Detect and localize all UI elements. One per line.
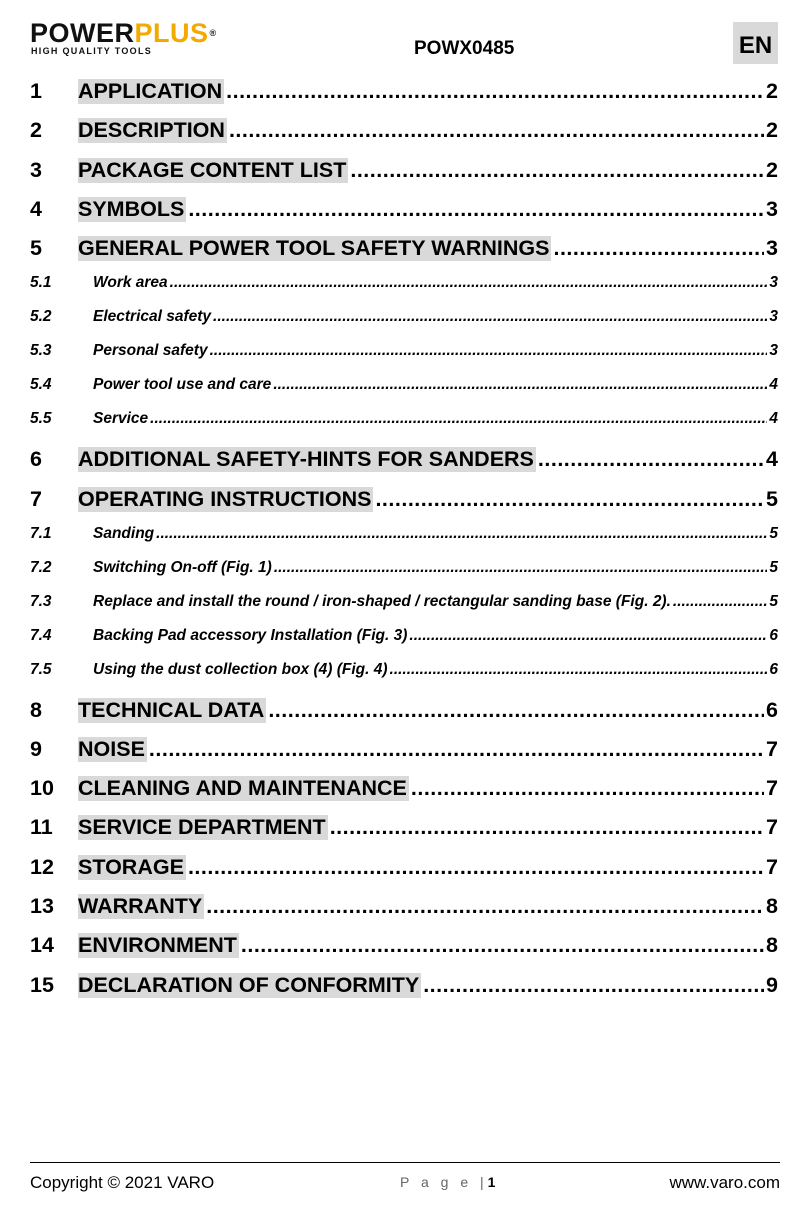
toc-entry-number: 5.2 [30,308,52,326]
toc-entry[interactable] [30,555,778,577]
toc-entry-number: 11 [30,815,53,840]
toc-entry[interactable] [30,442,778,472]
copyright-text: Copyright © 2021 VARO [30,1173,215,1192]
toc-entry-title: CLEANING AND MAINTENANCE [78,776,407,801]
toc-entry-number: 7.4 [30,626,52,644]
toc-dot-leader [350,158,764,183]
toc-entry-number: 14 [30,933,54,958]
toc-entry[interactable] [30,192,778,222]
toc-entry[interactable] [30,270,778,292]
toc-entry-number: 2 [30,118,42,143]
toc-entry-page: 3 [769,308,778,326]
language-badge: EN [733,22,778,64]
toc-dot-leader [423,973,764,998]
toc-entry-title: OPERATING INSTRUCTIONS [78,486,372,511]
toc-entry-page: 2 [766,118,778,143]
toc-entry[interactable] [30,928,778,958]
toc-dot-leader [409,627,767,645]
toc-entry[interactable] [30,231,778,261]
toc-entry-title: Electrical safety [93,308,212,326]
toc-dot-leader [411,776,764,801]
toc-entry-title: Switching On-off (Fig. 1) [93,558,272,576]
toc-entry-number: 3 [30,157,42,182]
toc-entry-page: 3 [766,196,778,221]
toc-entry-title: DECLARATION OF CONFORMITY [78,972,420,997]
toc-entry-page: 4 [769,376,778,394]
toc-entry-page: 3 [769,342,778,360]
toc-entry[interactable] [30,889,778,919]
toc-dot-leader [226,79,764,104]
toc-entry-number: 5.1 [30,274,52,292]
toc-entry[interactable] [30,771,778,801]
toc-entry-number: 9 [30,736,42,761]
toc-entry-number: 6 [30,447,42,472]
toc-entry-title: ADDITIONAL SAFETY-HINTS FOR SANDERS [78,447,534,472]
toc-entry[interactable] [30,693,778,723]
page-header [0,0,808,70]
toc-entry-title: SYMBOLS [78,196,185,221]
toc-entry-page: 4 [769,410,778,428]
toc-entry-page: 5 [769,592,778,610]
toc-entry-number: 5.5 [30,410,52,428]
toc-entry-title: Work area [93,274,168,292]
toc-dot-leader [229,118,764,143]
toc-entry-title: TECHNICAL DATA [78,697,265,722]
page-separator: | [480,1174,488,1190]
toc-entry-title: GENERAL POWER TOOL SAFETY WARNINGS [78,236,550,261]
toc-dot-leader [188,855,764,880]
toc-entry-number: 1 [30,79,42,103]
toc-entry-title: DESCRIPTION [78,118,225,143]
toc-entry[interactable] [30,153,778,183]
registered-mark: ® [209,28,217,38]
toc-entry-page: 2 [766,79,778,103]
toc-dot-leader [273,376,767,394]
toc-entry-page: 6 [769,660,778,678]
toc-entry-title: Personal safety [93,342,208,360]
toc-entry[interactable] [30,113,778,143]
toc-entry[interactable] [30,304,778,326]
toc-entry-number: 7.2 [30,558,52,576]
toc-entry-number: 5 [30,236,42,261]
page-number: 1 [487,1174,496,1190]
toc-dot-leader [268,698,764,723]
toc-entry-page: 6 [769,626,778,644]
toc-entry[interactable] [30,74,778,104]
toc-entry[interactable] [30,623,778,645]
toc-entry-title: ENVIRONMENT [78,933,237,958]
toc-entry-title: Sanding [93,524,155,542]
toc-entry-number: 5.4 [30,376,52,394]
toc-entry-number: 5.3 [30,342,52,360]
toc-entry-page: 5 [766,486,778,511]
toc-entry[interactable] [30,589,778,611]
logo-text-power: POWER [30,18,135,48]
toc-entry-title: APPLICATION [78,79,223,103]
toc-dot-leader [553,236,764,261]
toc-entry[interactable] [30,657,778,679]
toc-entry-title: Replace and install the round / iron-shaped / rectangular sanding base (Fig. 2). [93,592,671,610]
toc-entry[interactable] [30,850,778,880]
toc-entry-number: 12 [30,854,54,879]
toc-entry[interactable] [30,521,778,543]
toc-entry-page: 8 [766,894,778,918]
toc-dot-leader [538,447,764,472]
toc-entry-title: STORAGE [78,854,184,879]
toc-entry-number: 7 [30,486,42,511]
toc-entry[interactable] [30,406,778,428]
toc-entry-page: 2 [766,157,778,182]
toc-entry-title: Backing Pad accessory Installation (Fig. 3) [93,626,408,644]
powerplus-logo [30,18,260,58]
toc-entry-page: 6 [766,697,778,722]
page-footer [30,1162,780,1203]
toc-entry-page: 7 [766,736,778,761]
toc-entry[interactable] [30,338,778,360]
toc-dot-leader [210,342,768,360]
toc-entry[interactable] [30,968,778,998]
logo-wordmark [30,18,217,48]
model-number: POWX0485 [414,38,515,59]
toc-entry-page: 7 [766,815,778,840]
toc-entry[interactable] [30,810,778,840]
toc-dot-leader [149,737,764,762]
toc-entry-page: 3 [766,236,778,261]
toc-dot-leader [390,661,768,679]
toc-dot-leader [330,815,764,840]
page-label: P a g e [400,1174,473,1190]
toc-dot-leader [241,933,764,958]
toc-dot-leader [156,525,767,543]
toc-entry-title: Service [93,410,149,428]
toc-entry-title: WARRANTY [78,894,203,918]
toc-entry-number: 15 [30,972,54,997]
toc-entry-page: 7 [766,854,778,879]
toc-entry-title: Using the dust collection box (4) (Fig. 4) [93,660,388,678]
toc-dot-leader [213,308,767,326]
toc-entry-page: 3 [769,274,778,292]
toc-entry-page: 5 [769,558,778,576]
toc-entry-page: 8 [766,933,778,958]
toc-entry-page: 5 [769,524,778,542]
toc-entry-page: 4 [766,447,778,472]
toc-entry-title: SERVICE DEPARTMENT [78,815,326,840]
toc-entry-page: 7 [766,776,778,801]
toc-dot-leader [206,894,764,919]
toc-entry-number: 7.1 [30,524,52,542]
toc-entry-number: 10 [30,776,54,801]
toc-entry-title: NOISE [78,736,145,761]
toc-dot-leader [188,197,764,222]
toc-entry-number: 7.3 [30,592,52,610]
toc-entry-page: 9 [766,972,778,997]
toc-dot-leader [170,274,768,292]
toc-entry[interactable] [30,732,778,762]
website-link[interactable]: www.varo.com [669,1173,780,1192]
toc-dot-leader [673,593,767,611]
toc-entry[interactable] [30,482,778,512]
toc-entry-title: Power tool use and care [93,376,272,394]
toc-entry-number: 13 [30,894,54,918]
toc-entry-title: PACKAGE CONTENT LIST [78,157,347,182]
toc-dot-leader [375,487,764,512]
toc-entry[interactable] [30,372,778,394]
page-indicator [400,1174,495,1190]
toc-dot-leader [150,410,767,428]
toc-entry-number: 7.5 [30,660,52,678]
logo-text-plus: PLUS [134,18,209,48]
logo-tagline: HIGH QUALITY TOOLS [31,46,153,56]
toc-entry-number: 8 [30,697,42,722]
toc-dot-leader [274,559,768,577]
toc-entry-number: 4 [30,196,42,221]
